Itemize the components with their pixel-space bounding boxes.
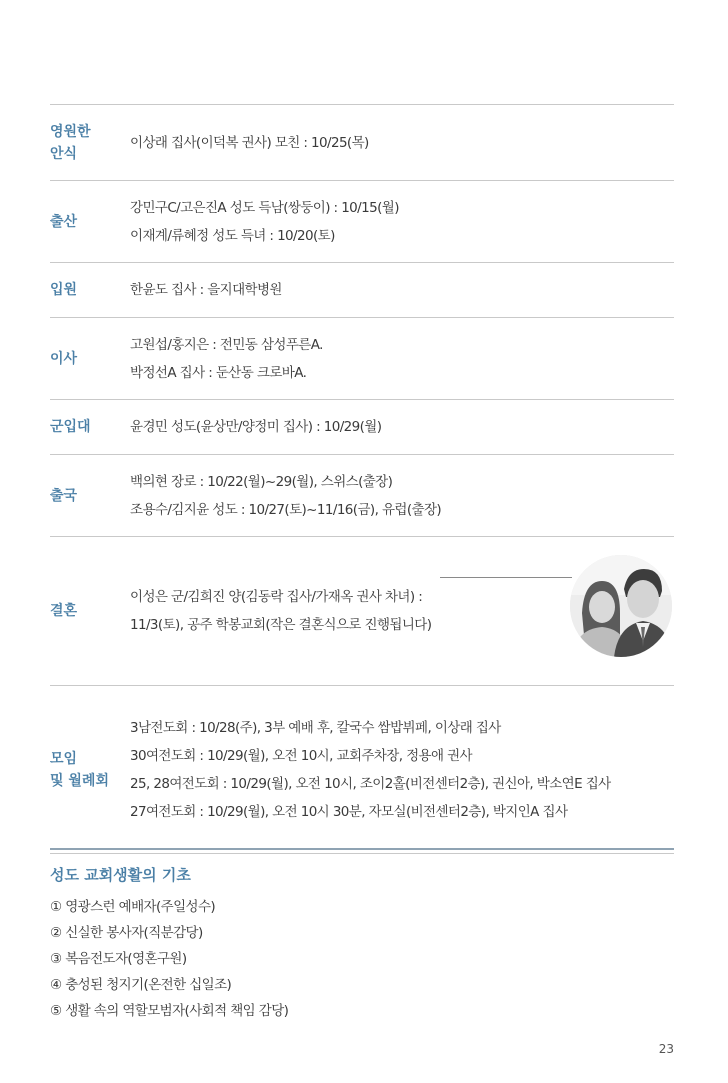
row-label — [50, 748, 130, 792]
content-line: 27여전도회 : 10/29(월), 오전 10시 30분, 자모실(비전센터2층), 박지인A 집사 — [130, 803, 568, 820]
content-line: 윤경민 성도(윤상만/양정미 집사) : 10/29(월) — [130, 419, 382, 435]
couple-photo-illustration — [570, 555, 672, 657]
content-line: 강민구C/고은진A 성도 득남(쌍둥이) : 10/15(월) — [130, 199, 399, 216]
content-line: 박정선A 집사 : 둔산동 크로바A. — [130, 364, 307, 381]
row-label: 결혼 — [50, 603, 78, 619]
content-line: 백의현 장로 : 10/22(월)~29(월), 스위스(출장) — [130, 473, 393, 490]
row-wedding — [50, 536, 674, 685]
basics-title: 성도 교회생활의 기초 — [50, 866, 191, 884]
row-label-line: 안식 — [50, 145, 78, 162]
content-line: 11/3(토), 공주 학봉교회(작은 결혼식으로 진행됩니다) — [130, 617, 432, 633]
row-label-line: 영원한 — [50, 123, 91, 140]
list-item: ③ 복음전도자(영혼구원) — [50, 951, 187, 967]
row-content — [130, 129, 674, 157]
list-item: ① 영광스런 예배자(주일성수) — [50, 899, 216, 915]
content-line: 고원섭/홍지은 : 전민동 삼성푸른A. — [130, 336, 323, 353]
row-label-line: 및 월례회 — [50, 772, 109, 789]
content-line: 한윤도 집사 : 을지대학병원 — [130, 282, 282, 298]
row-label: 입원 — [50, 282, 78, 298]
leader-line — [440, 577, 572, 578]
section-divider — [50, 848, 674, 850]
content-line: 이상래 집사(이덕복 권사) 모친 : 10/25(목) — [130, 134, 369, 151]
row-label: 출국 — [50, 487, 78, 504]
basics-list — [50, 894, 674, 1024]
row-content — [130, 331, 674, 387]
row-moving — [50, 317, 674, 399]
list-item: ⑤ 생활 속의 역할모범자(사회적 책임 감당) — [50, 1003, 289, 1019]
content-line: 조용수/김지윤 성도 : 10/27(토)~11/16(금), 유럽(출장) — [130, 501, 442, 518]
row-label-line: 모임 — [50, 750, 78, 767]
row-condolence — [50, 104, 674, 180]
content-line: 3남전도회 : 10/28(주), 3부 예배 후, 칼국수 쌈밥뷔페, 이상래 집사 — [130, 719, 501, 736]
content-line: 이성은 군/김희진 양(김동락 집사/가재옥 권사 차녀) : — [130, 589, 423, 605]
row-label: 이사 — [50, 350, 78, 367]
row-content — [130, 714, 674, 826]
row-military — [50, 399, 674, 454]
content-line: 25, 28여전도회 : 10/29(월), 오전 10시, 조이2홀(비전센터2층), 권신아, 박소연E 집사 — [130, 775, 611, 792]
row-meetings — [50, 685, 674, 854]
row-label — [50, 121, 130, 165]
row-content — [130, 276, 674, 304]
couple-photo — [570, 555, 672, 657]
row-departure — [50, 454, 674, 536]
list-item: ④ 충성된 청지기(온전한 십일조) — [50, 977, 232, 993]
row-content — [130, 194, 674, 250]
row-birth — [50, 180, 674, 262]
list-item: ② 신실한 봉사자(직분감당) — [50, 925, 203, 941]
church-news-table — [50, 104, 674, 854]
page-number: 23 — [658, 1042, 674, 1056]
row-content — [130, 468, 674, 524]
church-life-basics — [50, 848, 674, 1024]
row-hospital — [50, 262, 674, 317]
content-line: 이재계/류혜정 성도 득녀 : 10/20(토) — [130, 227, 335, 244]
row-label: 출산 — [50, 213, 78, 230]
content-line: 30여전도회 : 10/29(월), 오전 10시, 교회주차장, 정용애 권사 — [130, 747, 472, 764]
row-content — [130, 413, 674, 441]
row-label: 군입대 — [50, 419, 91, 435]
